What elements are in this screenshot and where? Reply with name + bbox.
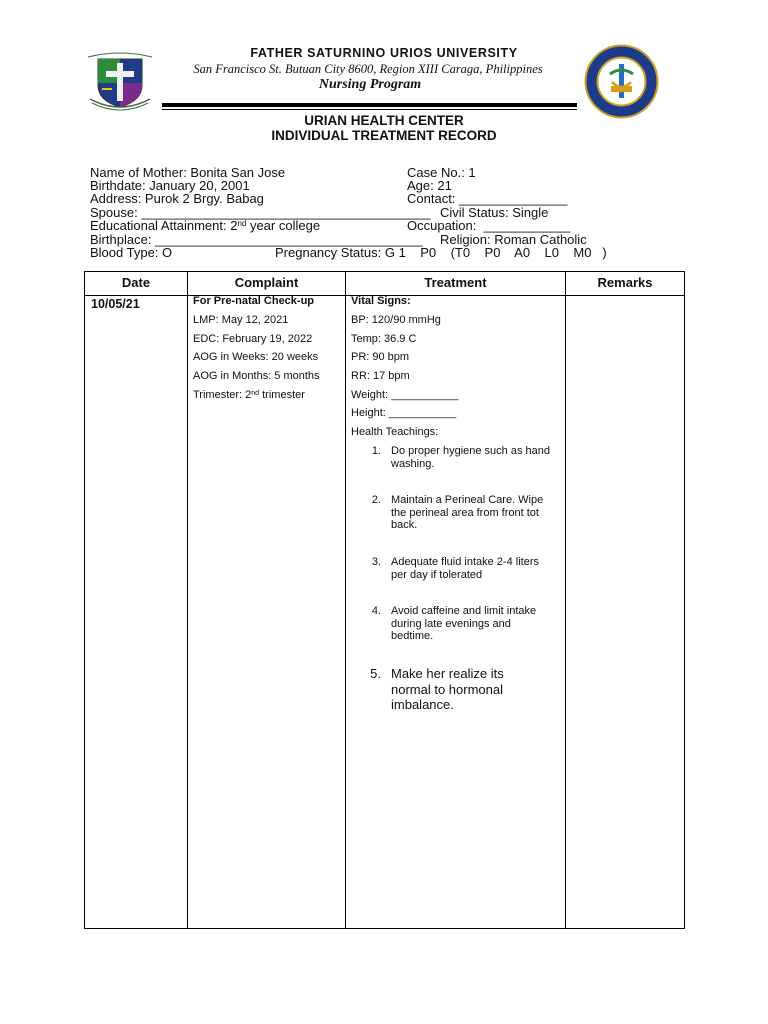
trimester-text: Trimester: 2nd trimester: [193, 389, 305, 401]
col-divider: [345, 272, 346, 928]
health-center-title: URIAN HEALTH CENTER: [304, 113, 464, 128]
spouse-field: Spouse: ________________________________________: [90, 205, 431, 220]
rr-text: RR: 17 bpm: [351, 370, 410, 382]
record-title: INDIVIDUAL TREATMENT RECORD: [271, 128, 497, 143]
temp-text: Temp: 36.9 C: [351, 333, 417, 345]
header-treatment: Treatment: [424, 275, 487, 290]
treatment-table: Date Complaint Treatment Remarks 10/05/21 For Pre-natal Check-up LMP: May 12, 2021 EDC: February 19, 2022 AOG in Weeks: 20 weeks AOG in Months: 5 months Trimester: 2nd trimester Vital Signs: BP: 120/90 mmHg Temp: 36.9 C PR: 90 bpm RR: 17 bpm Weight: ___________ Height: ___________ Health Teachings: 1. Do proper hygiene such as hand washing. 2. Maintain a Perineal Care. Wipe the perineal area from front tot back. 3. Adequate fluid intake 2-4 liters per day if tolerated 4. Avoid caffeine and limit intake during late evenings and bedtime. 5. Make her realize its normal to hormonal imbalance.: [84, 271, 685, 929]
vital-signs-label: Vital Signs:: [351, 295, 411, 307]
case-no-field: Case No.: 1: [407, 165, 476, 180]
edc-text: EDC: February 19, 2022: [193, 333, 313, 345]
age-field: Age: 21: [407, 178, 452, 193]
header-complaint: Complaint: [234, 275, 299, 290]
lmp-text: LMP: May 12, 2021: [193, 314, 289, 326]
header-rule-thick: [162, 103, 577, 107]
mother-name-field: Name of Mother: Bonita San Jose: [90, 165, 286, 180]
address-field: Address: Purok 2 Brgy. Babag: [90, 191, 264, 206]
university-name: FATHER SATURNINO URIOS UNIVERSITY: [250, 46, 518, 60]
program-name: Nursing Program: [318, 77, 422, 92]
religion-field: Religion: Roman Catholic: [440, 232, 587, 247]
occupation-field: Occupation: ____________: [407, 218, 571, 233]
birthdate-field: Birthdate: January 20, 2001: [90, 178, 250, 193]
header-date: Date: [121, 275, 151, 290]
nursing-program-seal: [584, 44, 659, 119]
header-remarks: Remarks: [597, 275, 653, 290]
header-rule-thin: [162, 109, 577, 110]
contact-field: Contact: _______________: [407, 191, 568, 206]
civil-status-field: Civil Status: Single: [440, 205, 549, 220]
pregnancy-status-field: Pregnancy Status: G 1 P0 (T0 P0 A0 L0 M0 ): [275, 245, 607, 260]
birthplace-field: Birthplace: _____________________________________: [90, 232, 423, 247]
aog-months-text: AOG in Months: 5 months: [193, 370, 320, 382]
entry-date: 10/05/21: [91, 297, 140, 311]
aog-weeks-text: AOG in Weeks: 20 weeks: [193, 351, 319, 363]
health-teachings-label: Health Teachings:: [351, 426, 439, 438]
col-divider: [565, 272, 566, 928]
educational-attainment-field: Educational Attainment: 2nd year college: [90, 218, 321, 233]
pr-text: PR: 90 bpm: [351, 351, 410, 363]
blood-type-field: Blood Type: O: [90, 245, 173, 260]
university-address: San Francisco St. Butuan City 8600, Region XIII Caraga, Philippines: [193, 62, 543, 76]
col-divider: [187, 272, 188, 928]
weight-text: Weight: ___________: [351, 389, 459, 401]
height-text: Height: ___________: [351, 407, 457, 419]
bp-text: BP: 120/90 mmHg: [351, 314, 441, 326]
complaint-title: For Pre-natal Check-up: [193, 295, 315, 307]
